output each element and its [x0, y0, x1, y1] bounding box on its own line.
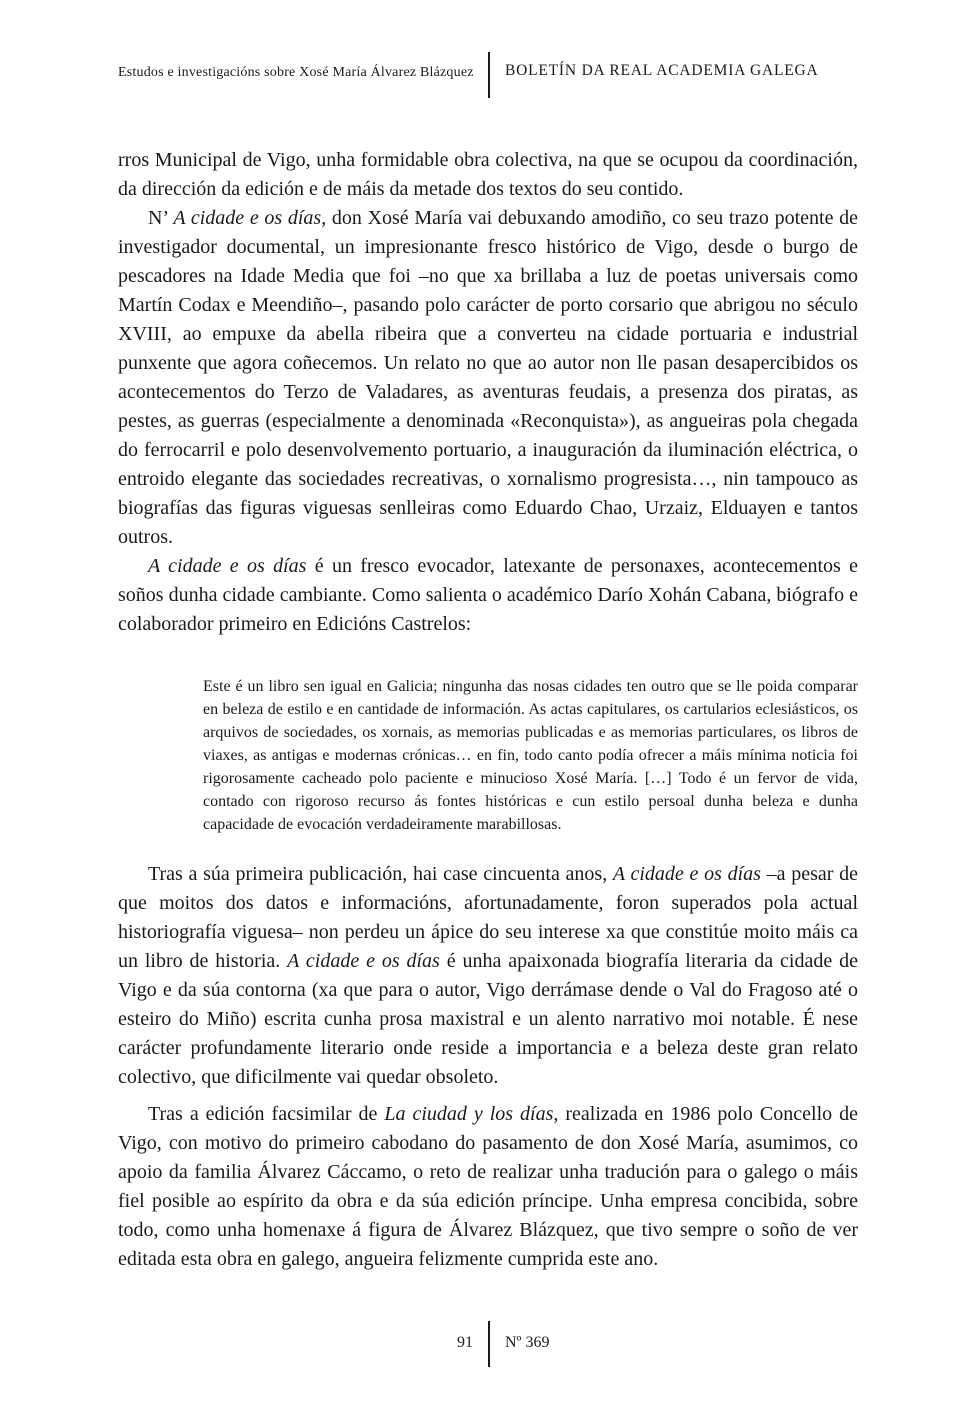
- paragraph-fresco-evocador: [118, 552, 858, 639]
- text-segment: é un fresco evocador, latexante de personaxes, acontecementos e soños dunha cidade cambiante. Como salienta o académico Darío Xohán Cabana, biógrafo e colaborador primeiro en Edicións Castrelos:: [118, 555, 859, 635]
- blockquote-dario-xohan-cabana: [203, 675, 858, 836]
- footer-page-number: 91: [457, 1334, 473, 1351]
- text-segment: , realizada en 1986 polo Concello de Vigo, con motivo do primeiro cabodano do pasamento de don Xosé María, asumimos, co apoio da familia Álvarez Cáccamo, o reto de realizar unha tradución para o galego o máis fiel posible ao espírito da obra e da súa edición príncipe. Unha empresa concibida, sobre todo, como unha homenaxe á figura de Álvarez Blázquez, que tivo sempre o soño de ver editada esta obra en galego, angueira felizmente cumprida este ano.: [118, 1103, 858, 1270]
- italic-text-segment: A cidade e os días: [612, 863, 761, 885]
- paragraph-edicion-facsimilar: [118, 1100, 858, 1274]
- text-segment: é unha apaixonada biografía literaria da cidade de Vigo e da súa contorna (xa que para o autor, Vigo derrámase dende o Val do Fragoso até o esteiro do Miño) escrita cunha prosa maxistral e un alento narrativo moi notable. É nese carácter profundamente literario onde reside a importancia e a beleza deste gran relato colectivo, que dificilmente vai quedar obsoleto.: [118, 950, 858, 1088]
- italic-text-segment: A cidade e os días: [148, 555, 307, 577]
- paragraph-tras-publicacion: [118, 860, 858, 1092]
- text-segment: Este é un libro sen igual en Galicia; ningunha das nosas cidades ten outro que se lle poida comparar en beleza de estilo e en cantidade de información. As actas capitulares, os cartularios eclesiásticos, os arquivos de sociedades, os xornais, as memorias publicadas e as memorias particulares, os libros de viaxes, as antigas e modernas crónicas… en fin, todo canto podía ofrecer a máis mínima noticia foi rigorosamente cacheado polo paciente e minucioso Xosé María. […] Todo é un fervor de vida, contado con rigoroso recurso ás fontes históricas e cun estilo persoal dunha beleza e dunha capacidade de evocación verdadeiramente marabillosas.: [203, 678, 858, 833]
- italic-text-segment: A cidade e os días: [173, 207, 322, 229]
- paragraph-continuation: [118, 146, 858, 204]
- italic-text-segment: La ciudad y los días: [384, 1103, 554, 1125]
- text-segment: N’: [148, 207, 174, 229]
- header-left-text: Estudos e investigacións sobre Xosé María Álvarez Blázquez: [118, 65, 474, 80]
- text-segment: –a pesar de que moitos dos datos e informacións, afortunadamente, foron superados pola actual historiografía viguesa– non perdeu un ápice do seu interese xa que constitúe moito máis ca un libro de historia.: [118, 863, 858, 972]
- footer-divider: [488, 1321, 490, 1367]
- header-right-text: BOLETÍN DA REAL ACADEMIA GALEGA: [505, 62, 819, 79]
- italic-text-segment: A cidade e os días: [287, 950, 440, 972]
- header-divider: [488, 52, 490, 98]
- article-body: [118, 146, 858, 1274]
- text-segment: Tras a edición facsimilar de: [148, 1103, 385, 1125]
- paragraph-cidade-debuxando: [118, 204, 858, 552]
- footer-issue-number: Nº 369: [505, 1334, 550, 1351]
- text-segment: Tras a súa primeira publicación, hai case cincuenta anos,: [148, 863, 613, 885]
- text-segment: rros Municipal de Vigo, unha formidable obra colectiva, na que se ocupou da coordinación, da dirección da edición e de máis da metade dos textos do seu contido.: [118, 149, 858, 200]
- text-segment: , don Xosé María vai debuxando amodiño, co seu trazo potente de investigador documental, un impresionante fresco histórico de Vigo, desde o burgo de pescadores na Idade Media que foi –no que xa brillaba a luz de poetas universais como Martín Codax e Meendiño–, pasando polo carácter de porto corsario que abrigou no século XVIII, ao empuxe da abella ribeira que a converteu na cidade portuaria e industrial punxente que agora coñecemos. Un relato no que ao autor non lle pasan desapercibidos os acontecementos do Terzo de Valadares, as aventuras feudais, a presenza dos piratas, as pestes, as guerras (especialmente a denominada «Reconquista»), as angueiras pola chegada do ferrocarril e polo desenvolvemento portuario, a inauguración da iluminación eléctrica, o entroido elegante das sociedades recreativas, o xornalismo progresista…, nin tampouco as biografías das figuras viguesas senlleiras como Eduardo Chao, Urzaiz, Elduayen e tantos outros.: [118, 207, 859, 548]
